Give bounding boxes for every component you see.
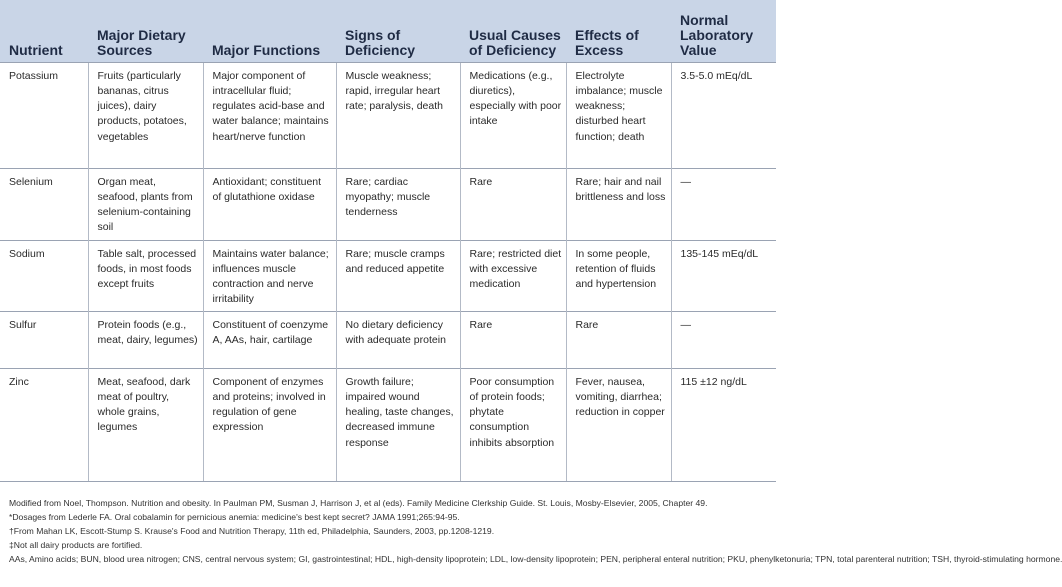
cell-dietary-sources: Table salt, processed foods, in most foods except fruits	[88, 240, 203, 311]
cell-deficiency-signs: Rare; muscle cramps and reduced appetite	[336, 240, 460, 311]
cell-nutrient: Zinc	[0, 368, 88, 481]
cell-deficiency-signs: No dietary deficiency with adequate protein	[336, 311, 460, 368]
cell-excess-effects: Rare; hair and nail brittleness and loss	[566, 168, 671, 240]
footnote-dairy: ‡Not all dairy products are fortified.	[9, 540, 143, 551]
cell-deficiency-causes: Poor consumption of protein foods; phytate consumption inhibits absorption	[460, 368, 566, 481]
cell-deficiency-signs: Rare; cardiac myopathy; muscle tenderness	[336, 168, 460, 240]
table-row	[0, 168, 776, 240]
cell-lab-value: —	[671, 311, 776, 368]
cell-nutrient: Sodium	[0, 240, 88, 311]
cell-deficiency-causes: Rare	[460, 168, 566, 240]
cell-excess-effects: Rare	[566, 311, 671, 368]
header-major-dietary-sources: Major Dietary Sources	[88, 0, 203, 62]
header-usual-causes-of-deficiency: Usual Causes of Deficiency	[460, 0, 566, 62]
header-effects-of-excess: Effects of Excess	[566, 0, 671, 62]
cell-functions: Antioxidant; constituent of glutathione oxidase	[203, 168, 336, 240]
footnotes	[9, 496, 1062, 566]
table-row	[0, 240, 776, 311]
cell-dietary-sources: Fruits (particularly bananas, citrus juices), dairy products, potatoes, vegetables	[88, 62, 203, 168]
cell-lab-value: 3.5-5.0 mEq/dL	[671, 62, 776, 168]
cell-deficiency-signs: Growth failure; impaired wound healing, taste changes, decreased immune response	[336, 368, 460, 481]
header-nutrient: Nutrient	[0, 0, 88, 62]
table-header-row	[0, 0, 776, 62]
footnote-abbreviations: AAs, Amino acids; BUN, blood urea nitrogen; CNS, central nervous system; GI, gastrointestinal; HDL, high-density lipoprotein; LDL, low-density lipoprotein; PEN, peripheral enteral nutrition; PKU, phenylketonuria; TPN, total parenteral nutrition; TSH, thyroid-stimulating hormone.	[9, 554, 1062, 565]
cell-functions: Constituent of coenzyme A, AAs, hair, cartilage	[203, 311, 336, 368]
footnote-source: Modified from Noel, Thompson. Nutrition and obesity. In Paulman PM, Susman J, Harrison J, et al (eds). Family Medicine Clerkship Guide. St. Louis, Mosby-Elsevier, 2005, Chapter 49.	[9, 498, 708, 508]
cell-nutrient: Sulfur	[0, 311, 88, 368]
cell-dietary-sources: Protein foods (e.g., meat, dairy, legumes)	[88, 311, 203, 368]
header-major-functions: Major Functions	[203, 0, 336, 62]
cell-nutrient: Selenium	[0, 168, 88, 240]
table-row	[0, 311, 776, 368]
cell-lab-value: —	[671, 168, 776, 240]
table-row	[0, 368, 776, 481]
header-normal-laboratory-value: Normal Laboratory Value	[671, 0, 776, 62]
cell-deficiency-causes: Rare; restricted diet with excessive medication	[460, 240, 566, 311]
cell-functions: Component of enzymes and proteins; involved in regulation of gene expression	[203, 368, 336, 481]
cell-lab-value: 115 ±12 ng/dL	[671, 368, 776, 481]
cell-nutrient: Potassium	[0, 62, 88, 168]
cell-excess-effects: Electrolyte imbalance; muscle weakness; disturbed heart function; death	[566, 62, 671, 168]
cell-functions: Maintains water balance; influences muscle contraction and nerve irritability	[203, 240, 336, 311]
footnote-mahan: †From Mahan LK, Escott-Stump S. Krause's Food and Nutrition Therapy, 11th ed, Philadelphia, Saunders, 2003, pp.1208-1219.	[9, 526, 495, 537]
cell-excess-effects: Fever, nausea, vomiting, diarrhea; reduction in copper	[566, 368, 671, 481]
cell-deficiency-causes: Rare	[460, 311, 566, 368]
cell-dietary-sources: Organ meat, seafood, plants from selenium-containing soil	[88, 168, 203, 240]
table-row	[0, 62, 776, 168]
cell-lab-value: 135-145 mEq/dL	[671, 240, 776, 311]
cell-dietary-sources: Meat, seafood, dark meat of poultry, whole grains, legumes	[88, 368, 203, 481]
cell-deficiency-causes: Medications (e.g., diuretics), especially with poor intake	[460, 62, 566, 168]
cell-functions: Major component of intracellular fluid; regulates acid-base and water balance; maintains heart/nerve function	[203, 62, 336, 168]
header-signs-of-deficiency: Signs of Deficiency	[336, 0, 460, 62]
cell-deficiency-signs: Muscle weakness; rapid, irregular heart rate; paralysis, death	[336, 62, 460, 168]
footnote-dosages: *Dosages from Lederle FA. Oral cobalamin for pernicious anemia: medicine's best kept secret? JAMA 1991;265:94-95.	[9, 512, 460, 523]
cell-excess-effects: In some people, retention of fluids and hypertension	[566, 240, 671, 311]
